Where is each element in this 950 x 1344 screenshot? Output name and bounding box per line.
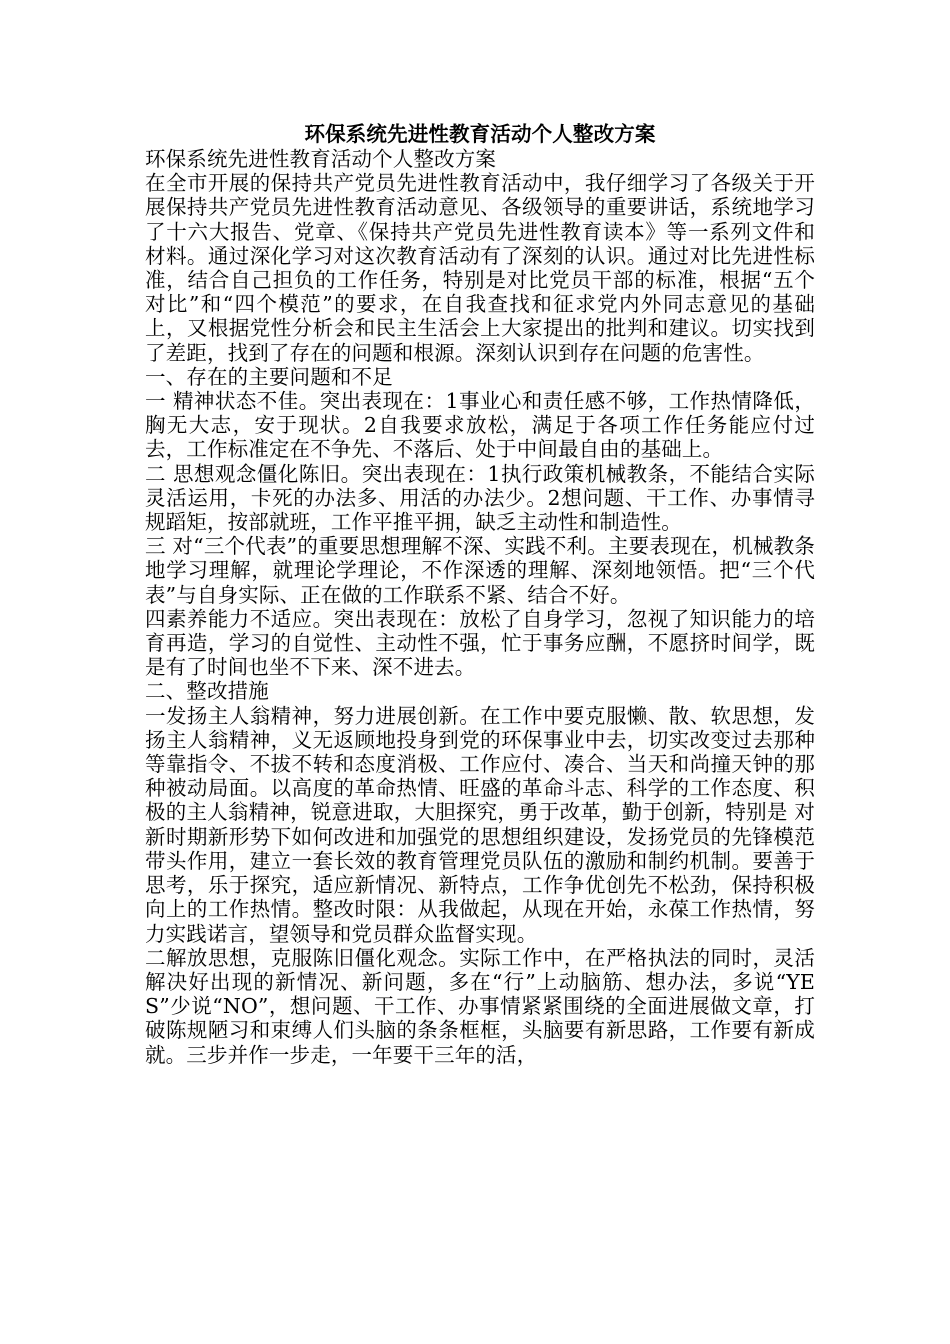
problem-paragraph-4: 四素养能力不适应。突出表现在：放松了自身学习，忽视了知识能力的培育再造，学习的自觉性、主动性不强，忙于事务应酬，不愿挤时间学，既是有了时间也坐不下来、深不进去。 [145,606,815,680]
document-title: 环保系统先进性教育活动个人整改方案 [304,122,656,146]
section-heading-problems: 一、存在的主要问题和不足 [145,364,393,389]
measure-paragraph-2: 二解放思想，克服陈旧僵化观念。实际工作中，在严格执法的同时，灵活解决好出现的新情况、新问题，多在“行”上动脑筋、想办法，多说“YES”少说“NO”，想问题、干工作、办事情紧紧围绕的全面进展做文章，打破陈规陋习和束缚人们头脑的条条框框，头脑要有新思路，工作要有新成就。三步并作一步走，一年要干三年的活， [145,945,815,1067]
problem-paragraph-1: 一 精神状态不佳。突出表现在：1事业心和责任感不够，工作热情降低，胸无大志，安于现状。2自我要求放松，满足于各项工作任务能应付过去，工作标准定在不争先、不落后、处于中间最自由的基础上。 [145,389,815,462]
subtitle-paragraph: 环保系统先进性教育活动个人整改方案 [145,147,497,171]
measure-paragraph-1: 一发扬主人翁精神，努力进展创新。在工作中要克服懒、散、软思想，发扬主人翁精神，义无返顾地投身到党的环保事业中去，切实改变过去那种等靠指令、不拔不转和态度消极、工作应付、凑合、当天和尚撞天钟的那种被动局面。以高度的革命热情、旺盛的革命斗志、科学的工作态度、积极的主人翁精神，锐意进取，大胆探究，勇于改革，勤于创新，特别是 对新时期新形势下如何改进和加强党的思想组织建设，发扬党员的先锋模范带头作用，建立一套长效的教育管理党员队伍的激励和制约机制。要善于思考，乐于探究，适应新情况、新特点，工作争优创先不松劲，保持积极向上的工作热情。整改时限：从我做起，从现在开始，永葆工作热情，努力实践诺言，望领导和党员群众监督实现。 [145,703,815,946]
document-body [145,121,815,1067]
section-heading-measures: 二、整改措施 [145,679,269,704]
problem-paragraph-2: 二 思想观念僵化陈旧。突出表现在：1执行政策机械教条，不能结合实际灵活运用，卡死的办法多、用活的办法少。2想问题、干工作、办事情寻规蹈矩，按部就班，工作平推平拥，缺乏主动性和制造性。 [145,461,815,535]
problem-paragraph-3: 三 对“三个代表”的重要思想理解不深、实践不利。主要表现在，机械教条地学习理解，就理论学理论，不作深透的理解、深刻地领悟。把“三个代表”与自身实际、正在做的工作联系不紧、结合不好。 [145,534,815,607]
intro-paragraph: 在全市开展的保持共产党员先进性教育活动中，我仔细学习了各级关于开展保持共产党员先进性教育活动意见、各级领导的重要讲话，系统地学习了十六大报告、党章、《保持共产党员先进性教育读本》等一系列文件和材料。通过深化学习对这次教育活动有了深刻的认识。通过对比先进性标准，结合自己担负的工作任务，特别是对比党员干部的标准，根据“五个对比”和“四个模范”的要求，在自我查找和征求党内外同志意见的基础上，又根据党性分析会和民主生活会上大家提出的批判和建议。切实找到了差距，找到了存在的问题和根源。深刻认识到存在问题的危害性。 [145,171,815,365]
